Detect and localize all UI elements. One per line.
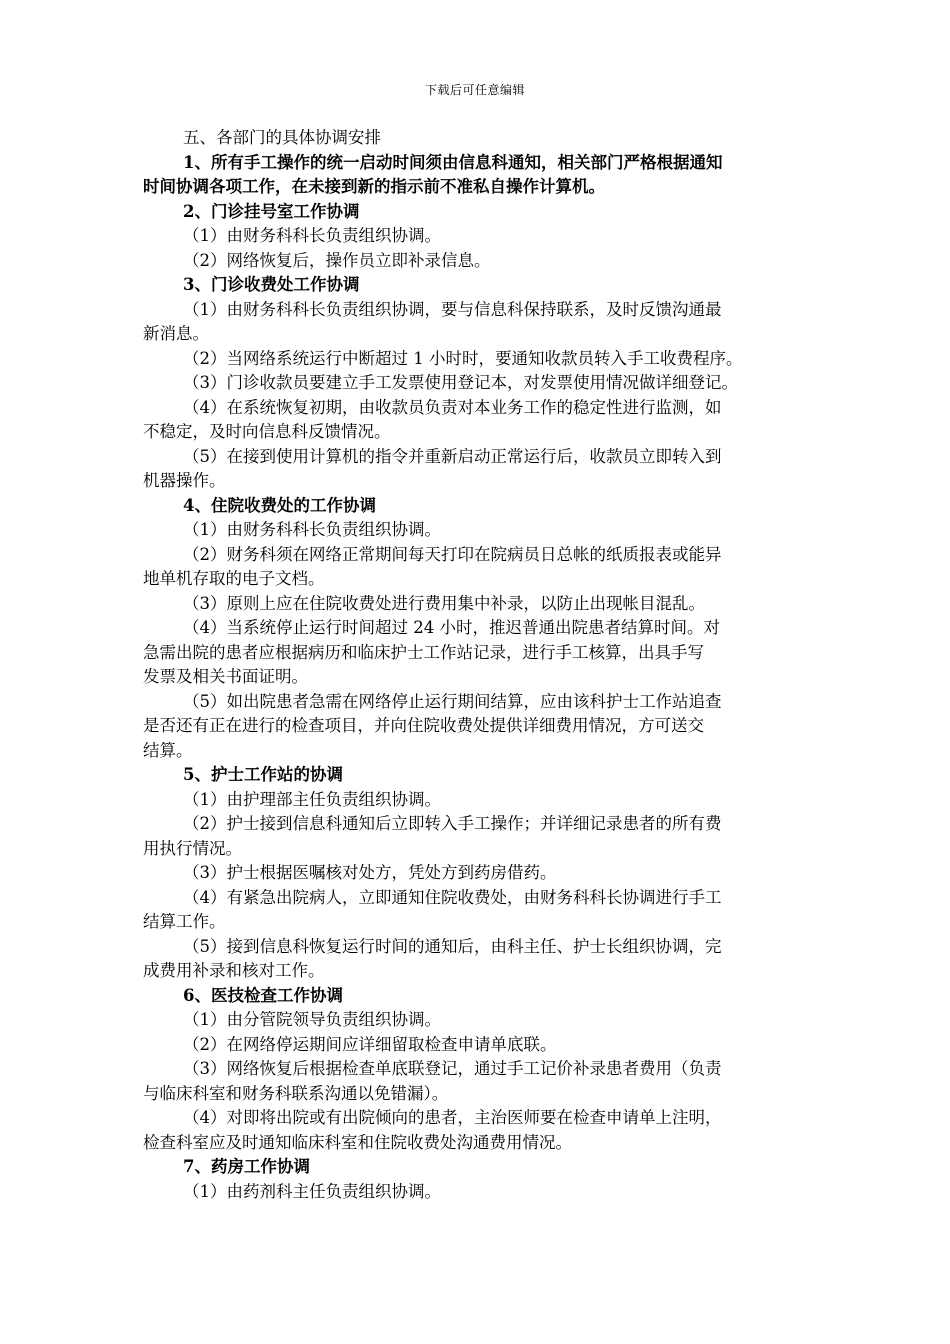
paragraph-line: 不稳定，及时向信息科反馈情况。 <box>143 422 391 441</box>
section-heading: 5、护士工作站的协调 <box>183 765 343 784</box>
paragraph-line: （1）由财务科科长负责组织协调。 <box>183 226 441 245</box>
paragraph-line: 急需出院的患者应根据病历和临床护士工作站记录，进行手工核算，出具手写 <box>143 642 704 662</box>
paragraph-line: （2）当网络系统运行中断超过 1 小时时，要通知收款员转入手工收费程序。 <box>183 348 743 368</box>
section-heading: 7、药房工作协调 <box>183 1157 310 1176</box>
paragraph-line: 是否还有正在进行的检查项目，并向住院收费处提供详细费用情况，方可送交 <box>143 716 704 735</box>
paragraph-line: 新消息。 <box>143 324 209 343</box>
section-heading: 6、医技检查工作协调 <box>183 985 343 1005</box>
paragraph-line: （1）由分管院领导负责组织协调。 <box>183 1010 441 1029</box>
paragraph-line: （2）网络恢复后，操作员立即补录信息。 <box>183 250 491 270</box>
paragraph-line: （2）财务科须在网络正常期间每天打印在院病员日总帐的纸质报表或能异 <box>183 544 722 564</box>
paragraph-line: （5）在接到使用计算机的指令并重新启动正常运行后，收款员立即转入到 <box>183 446 722 466</box>
section-heading: 3、门诊收费处工作协调 <box>183 275 360 294</box>
paragraph-line: （1）由药剂科主任负责组织协调。 <box>183 1181 441 1201</box>
section-heading: 1、所有手工操作的统一启动时间须由信息科通知，相关部门严格根据通知 <box>183 152 723 172</box>
section-heading: 4、住院收费处的工作协调 <box>183 495 376 515</box>
paragraph-line: （3）网络恢复后根据检查单底联登记，通过手工记价补录患者费用（负责 <box>183 1059 722 1078</box>
paragraph-line: （5）接到信息科恢复运行时间的通知后，由科主任、护士长组织协调，完 <box>183 936 722 956</box>
paragraph-line: 机器操作。 <box>143 471 226 490</box>
section-heading: 时间协调各项工作，在未接到新的指示前不准私自操作计算机。 <box>143 177 605 196</box>
document-body <box>143 126 815 1204</box>
paragraph-line: 用执行情况。 <box>143 838 242 858</box>
paragraph-line: 发票及相关书面证明。 <box>143 667 308 686</box>
paragraph-line: （3）护士根据医嘱核对处方，凭处方到药房借药。 <box>183 863 557 882</box>
page-header: 下载后可任意编辑 <box>424 83 525 97</box>
section-heading: 2、门诊挂号室工作协调 <box>183 201 360 221</box>
paragraph-line: （2）在网络停运期间应详细留取检查申请单底联。 <box>183 1034 557 1054</box>
paragraph-line: （4）对即将出院或有出院倾向的患者，主治医师要在检查申请单上注明， <box>183 1108 722 1127</box>
paragraph-line: 地单机存取的电子文档。 <box>143 569 325 588</box>
paragraph-line: （2）护士接到信息科通知后立即转入手工操作；并详细记录患者的所有费 <box>183 814 722 833</box>
paragraph-line: 结算工作。 <box>143 912 226 931</box>
paragraph-line: 成费用补录和核对工作。 <box>143 961 325 980</box>
paragraph-line: 结算。 <box>143 740 193 760</box>
paragraph-line: （4）在系统恢复初期，由收款员负责对本业务工作的稳定性进行监测，如 <box>183 397 722 417</box>
paragraph-line: 与临床科室和财务科联系沟通以免错漏）。 <box>143 1083 449 1103</box>
paragraph-line: （1）由财务科科长负责组织协调。 <box>183 520 441 539</box>
paragraph-line: （1）由财务科科长负责组织协调，要与信息科保持联系，及时反馈沟通最 <box>183 299 722 319</box>
paragraph-line: 五、各部门的具体协调安排 <box>183 128 381 147</box>
paragraph-line: （5）如出院患者急需在网络停止运行期间结算，应由该科护士工作站追查 <box>183 691 722 711</box>
paragraph-line: （1）由护理部主任负责组织协调。 <box>183 789 441 809</box>
paragraph-line: （3）门诊收款员要建立手工发票使用登记本，对发票使用情况做详细登记。 <box>183 373 738 392</box>
paragraph-line: （4）当系统停止运行时间超过 24 小时，推迟普通出院患者结算时间。对 <box>183 618 720 637</box>
paragraph-line: （3）原则上应在住院收费处进行费用集中补录，以防止出现帐目混乱。 <box>183 593 705 613</box>
paragraph-line: 检查科室应及时通知临床科室和住院收费处沟通费用情况。 <box>143 1132 572 1152</box>
paragraph-line: （4）有紧急出院病人，立即通知住院收费处，由财务科科长协调进行手工 <box>183 887 722 907</box>
